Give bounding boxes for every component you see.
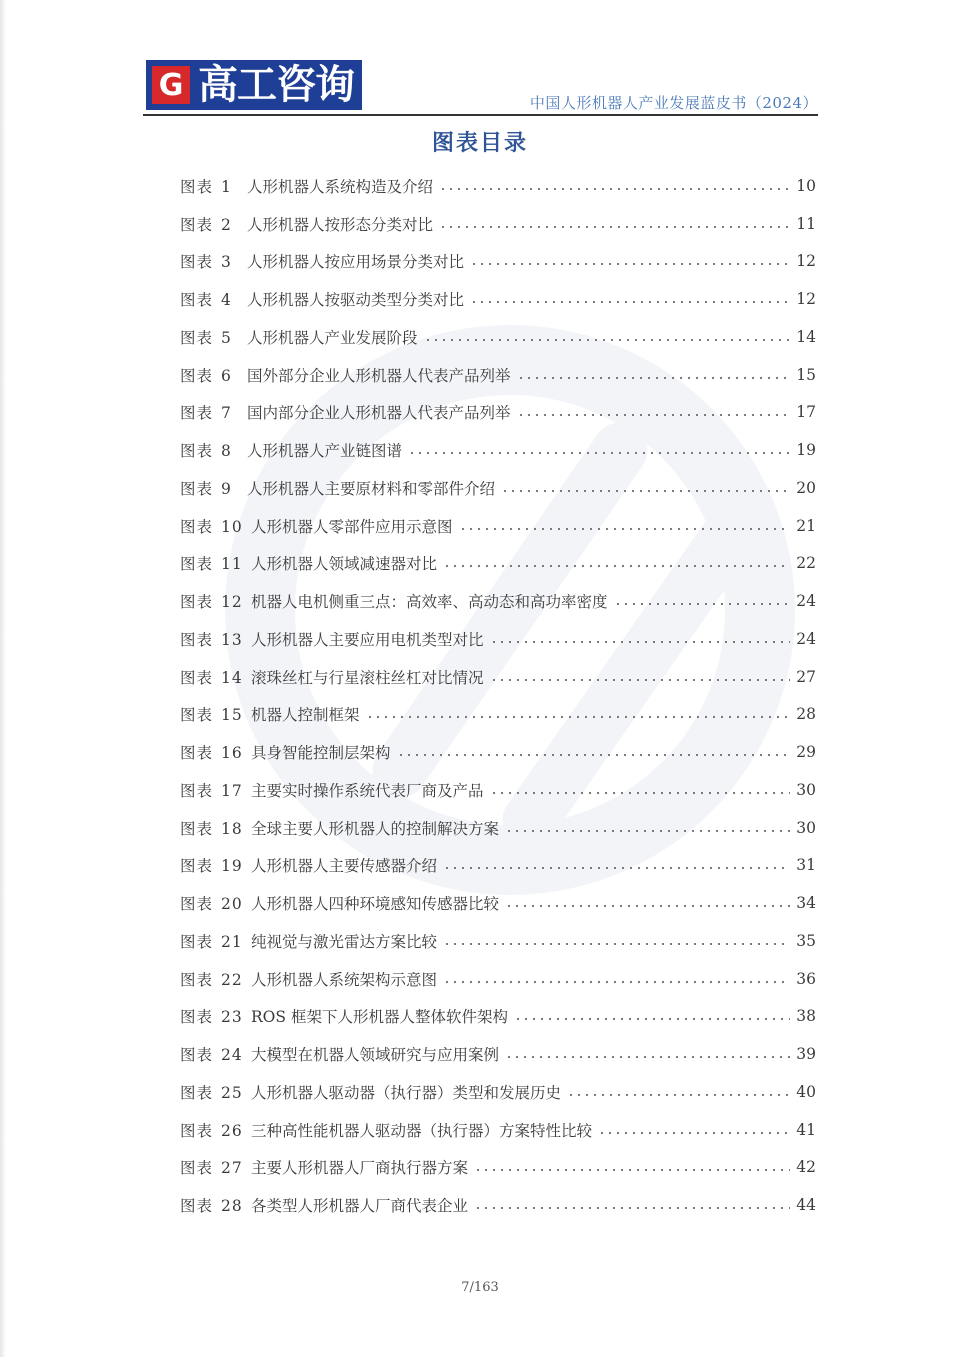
toc-entry-number: 25 — [221, 1083, 243, 1102]
toc-entry-page: 44 — [796, 1196, 816, 1215]
toc-entry-number: 28 — [221, 1197, 243, 1216]
toc-entry-title: 具身智能控制层架构 — [251, 744, 391, 763]
toc-entry-number: 6 — [221, 366, 232, 385]
toc-entry-number: 11 — [221, 555, 243, 574]
toc-entry-label — [180, 401, 235, 423]
toc-entry-title: 滚珠丝杠与行星滚柱丝杠对比情况 — [251, 668, 484, 687]
toc-entry-page: 14 — [796, 327, 816, 346]
toc-entry-leader-dots — [424, 332, 791, 348]
toc-entry-number: 17 — [221, 781, 243, 800]
toc-entry-leader-dots — [474, 1163, 790, 1179]
toc-entry-number: 1 — [221, 177, 232, 196]
toc-entry-number: 7 — [221, 404, 232, 423]
toc-entry-leader-dots — [490, 672, 791, 688]
toc-entry-page: 42 — [796, 1158, 816, 1177]
toc-entry-leader-dots — [474, 1200, 790, 1216]
toc-entry[interactable] — [180, 658, 816, 696]
toc-entry-label — [180, 930, 243, 952]
toc-entry-page: 35 — [796, 931, 816, 950]
toc-entry-title: 人形机器人领域减速器对比 — [251, 555, 438, 574]
toc-entry-page: 17 — [796, 403, 816, 422]
company-logo — [146, 60, 362, 110]
toc-entry-page: 29 — [796, 743, 816, 762]
toc-entry-leader-dots — [505, 823, 790, 839]
toc-entry-number: 14 — [221, 668, 243, 687]
toc-entry-title: 人形机器人驱动器（执行器）类型和发展历史 — [251, 1083, 562, 1102]
toc-entry[interactable] — [180, 1111, 816, 1149]
toc-entry-prefix: 图表 — [180, 328, 214, 347]
toc-entry-title: 机器人控制框架 — [251, 706, 360, 725]
toc-entry-page: 11 — [796, 214, 816, 233]
toc-entry[interactable] — [180, 960, 816, 998]
toc-entry[interactable] — [180, 507, 816, 545]
toc-entry-title: 人形机器人产业发展阶段 — [247, 328, 418, 347]
toc-entry[interactable] — [180, 620, 816, 658]
toc-entry[interactable] — [180, 696, 816, 734]
toc-entry-prefix: 图表 — [180, 630, 214, 649]
toc-entry-prefix: 图表 — [180, 1083, 214, 1102]
toc-entry-number: 19 — [221, 857, 243, 876]
toc-entry-prefix: 图表 — [180, 781, 214, 800]
toc-entry-title: 人形机器人主要传感器介绍 — [251, 857, 438, 876]
toc-entry-title: 人形机器人按形态分类对比 — [247, 215, 434, 234]
toc-entry-page: 12 — [796, 290, 816, 309]
toc-entry-label — [180, 1005, 243, 1027]
toc-entry-leader-dots — [443, 974, 790, 990]
toc-entry-prefix: 图表 — [180, 1197, 214, 1216]
toc-entry-label — [180, 288, 235, 310]
toc-entry-number: 5 — [221, 328, 232, 347]
toc-entry-label — [180, 666, 243, 688]
toc-entry-label — [180, 854, 243, 876]
toc-entry-leader-dots — [439, 181, 790, 197]
toc-entry-title: 纯视觉与激光雷达方案比较 — [251, 932, 438, 951]
toc-entry-number: 3 — [221, 253, 232, 272]
toc-entry-label — [180, 1119, 243, 1141]
toc-entry[interactable] — [180, 847, 816, 885]
toc-entry-title: 国内部分企业人形机器人代表产品列举 — [247, 404, 511, 423]
toc-entry-page: 30 — [796, 818, 816, 837]
toc-entry[interactable] — [180, 884, 816, 922]
toc-entry-number: 18 — [221, 819, 243, 838]
toc-entry-leader-dots — [439, 219, 790, 235]
toc-entry-title: 人形机器人产业链图谱 — [247, 442, 403, 461]
toc-entry-label — [180, 1194, 243, 1216]
toc-entry-prefix: 图表 — [180, 668, 214, 687]
toc-entry-page: 31 — [796, 856, 816, 875]
header-divider — [143, 114, 818, 116]
toc-entry-label — [180, 741, 243, 763]
toc-entry-label — [180, 1156, 243, 1178]
toc-entry-prefix: 图表 — [180, 706, 214, 725]
logo-g-mark: G — [152, 66, 190, 104]
toc-entry-title: 人形机器人按应用场景分类对比 — [247, 253, 465, 272]
toc-entry-number: 26 — [221, 1121, 243, 1140]
toc-entry-prefix: 图表 — [180, 404, 214, 423]
toc-entry-prefix: 图表 — [180, 517, 214, 536]
toc-entry-prefix: 图表 — [180, 1046, 214, 1065]
toc-entry-number: 12 — [221, 593, 243, 612]
toc-entry-title: 国外部分企业人形机器人代表产品列举 — [247, 366, 511, 385]
toc-entry-leader-dots — [514, 1012, 790, 1028]
logo-text: 高工咨询 — [198, 62, 354, 108]
toc-entry[interactable] — [180, 1186, 816, 1224]
toc-entry[interactable] — [180, 318, 816, 356]
toc-entry-leader-dots — [443, 861, 790, 877]
toc-entry-page: 24 — [796, 629, 816, 648]
toc-entry-title: 机器人电机侧重三点：高效率、高动态和高功率密度 — [251, 593, 608, 612]
toc-entry-leader-dots — [598, 1125, 790, 1141]
table-of-figures — [180, 167, 816, 1224]
toc-entry[interactable] — [180, 922, 816, 960]
toc-entry-leader-dots — [517, 370, 791, 386]
toc-entry-page: 24 — [796, 592, 816, 611]
toc-entry-title: 人形机器人主要应用电机类型对比 — [251, 630, 484, 649]
toc-entry-number: 2 — [221, 215, 232, 234]
page-edge-shadow — [0, 0, 6, 1357]
toc-entry-prefix: 图表 — [180, 1159, 214, 1178]
toc-entry-leader-dots — [505, 1049, 790, 1065]
toc-entry[interactable] — [180, 205, 816, 243]
toc-entry-page: 38 — [796, 1007, 816, 1026]
toc-entry-title: ROS 框架下人形机器人整体软件架构 — [251, 1008, 508, 1027]
toc-entry-number: 24 — [221, 1046, 243, 1065]
toc-entry-leader-dots — [567, 1087, 790, 1103]
toc-entry-page: 22 — [796, 554, 816, 573]
toc-entry-leader-dots — [614, 596, 791, 612]
toc-entry-page: 40 — [796, 1082, 816, 1101]
toc-entry-number: 21 — [221, 932, 243, 951]
toc-entry-title: 主要人形机器人厂商执行器方案 — [251, 1159, 469, 1178]
toc-entry-prefix: 图表 — [180, 895, 214, 914]
toc-entry-leader-dots — [501, 483, 790, 499]
toc-entry[interactable] — [180, 998, 816, 1036]
toc-entry-label — [180, 590, 243, 612]
toc-entry-prefix: 图表 — [180, 744, 214, 763]
toc-entry-leader-dots — [470, 257, 790, 273]
page-title: 图表目录 — [431, 131, 528, 156]
toc-entry-label — [180, 439, 235, 461]
toc-entry[interactable] — [180, 809, 816, 847]
toc-entry-number: 10 — [221, 517, 243, 536]
page-number: 7/163 — [461, 1280, 499, 1295]
toc-entry-prefix: 图表 — [180, 291, 214, 310]
toc-entry[interactable] — [180, 1073, 816, 1111]
toc-entry-prefix: 图表 — [180, 442, 214, 461]
toc-entry-prefix: 图表 — [180, 1008, 214, 1027]
toc-entry-prefix: 图表 — [180, 555, 214, 574]
toc-entry-page: 36 — [796, 969, 816, 988]
toc-entry-leader-dots — [443, 559, 790, 575]
toc-entry-page: 27 — [796, 667, 816, 686]
toc-entry-prefix: 图表 — [180, 1121, 214, 1140]
toc-entry[interactable] — [180, 243, 816, 281]
toc-entry-prefix: 图表 — [180, 970, 214, 989]
toc-entry-number: 16 — [221, 744, 243, 763]
toc-entry-label — [180, 213, 235, 235]
toc-entry-prefix: 图表 — [180, 253, 214, 272]
toc-entry[interactable] — [180, 545, 816, 583]
toc-entry-label — [180, 477, 235, 499]
toc-entry-number: 8 — [221, 442, 232, 461]
toc-entry-title: 人形机器人四种环境感知传感器比较 — [251, 895, 500, 914]
toc-entry-title: 大模型在机器人领域研究与应用案例 — [251, 1046, 500, 1065]
toc-entry-leader-dots — [459, 521, 791, 537]
toc-entry-page: 20 — [796, 478, 816, 497]
toc-entry-prefix: 图表 — [180, 215, 214, 234]
toc-entry-title: 主要实时操作系统代表厂商及产品 — [251, 781, 484, 800]
toc-entry-page: 34 — [796, 894, 816, 913]
toc-entry-prefix: 图表 — [180, 857, 214, 876]
toc-entry-number: 23 — [221, 1008, 243, 1027]
toc-entry-label — [180, 552, 243, 574]
toc-entry-page: 15 — [796, 365, 816, 384]
toc-entry-prefix: 图表 — [180, 479, 214, 498]
toc-entry-number: 27 — [221, 1159, 243, 1178]
toc-entry-number: 4 — [221, 291, 232, 310]
toc-entry-prefix: 图表 — [180, 177, 214, 196]
toc-entry-number: 13 — [221, 630, 243, 649]
toc-entry-label — [180, 250, 235, 272]
toc-entry[interactable] — [180, 356, 816, 394]
toc-entry-label — [180, 515, 243, 537]
toc-entry[interactable] — [180, 733, 816, 771]
toc-entry-number: 9 — [221, 479, 232, 498]
toc-entry-page: 28 — [796, 705, 816, 724]
toc-entry-title: 人形机器人零部件应用示意图 — [251, 517, 453, 536]
toc-entry-page: 41 — [796, 1120, 816, 1139]
toc-entry[interactable] — [180, 1035, 816, 1073]
toc-entry[interactable] — [180, 280, 816, 318]
toc-entry-prefix: 图表 — [180, 932, 214, 951]
toc-entry[interactable] — [180, 167, 816, 205]
toc-entry-page: 10 — [796, 176, 816, 195]
toc-entry-title: 人形机器人系统架构示意图 — [251, 970, 438, 989]
toc-entry-title: 各类型人形机器人厂商代表企业 — [251, 1197, 469, 1216]
toc-entry-label — [180, 628, 243, 650]
toc-entry-label — [180, 1043, 243, 1065]
report-title: 中国人形机器人产业发展蓝皮书（2024） — [529, 94, 818, 112]
toc-entry-number: 22 — [221, 970, 243, 989]
toc-entry-page: 39 — [796, 1045, 816, 1064]
toc-entry-title: 三种高性能机器人驱动器（执行器）方案特性比较 — [251, 1121, 593, 1140]
toc-entry-page: 19 — [796, 441, 816, 460]
toc-entry-leader-dots — [505, 898, 790, 914]
toc-entry-prefix: 图表 — [180, 819, 214, 838]
toc-entry-leader-dots — [408, 445, 790, 461]
toc-entry-leader-dots — [490, 785, 791, 801]
toc-entry-leader-dots — [490, 634, 791, 650]
toc-entry-label — [180, 175, 235, 197]
toc-entry-number: 20 — [221, 895, 243, 914]
toc-entry[interactable] — [180, 394, 816, 432]
toc-entry-page: 30 — [796, 780, 816, 799]
toc-entry[interactable] — [180, 469, 816, 507]
toc-entry-leader-dots — [470, 294, 790, 310]
toc-entry-leader-dots — [397, 747, 791, 763]
toc-entry-label — [180, 817, 243, 839]
toc-entry-leader-dots — [366, 710, 791, 726]
toc-entry[interactable] — [180, 431, 816, 469]
toc-entry-title: 人形机器人按驱动类型分类对比 — [247, 291, 465, 310]
toc-entry-label — [180, 326, 235, 348]
toc-entry-number: 15 — [221, 706, 243, 725]
toc-entry-title: 人形机器人主要原材料和零部件介绍 — [247, 479, 496, 498]
toc-entry-label — [180, 968, 243, 990]
toc-entry-title: 人形机器人系统构造及介绍 — [247, 177, 434, 196]
toc-entry-prefix: 图表 — [180, 593, 214, 612]
toc-entry[interactable] — [180, 582, 816, 620]
toc-entry[interactable] — [180, 1149, 816, 1187]
toc-entry-page: 21 — [796, 516, 816, 535]
toc-entry-page: 12 — [796, 252, 816, 271]
toc-entry-label — [180, 364, 235, 386]
toc-entry-leader-dots — [443, 936, 790, 952]
toc-entry-prefix: 图表 — [180, 366, 214, 385]
toc-entry-label — [180, 1081, 243, 1103]
toc-entry-label — [180, 703, 243, 725]
toc-entry[interactable] — [180, 771, 816, 809]
toc-entry-leader-dots — [517, 408, 791, 424]
toc-entry-label — [180, 892, 243, 914]
toc-entry-label — [180, 779, 243, 801]
toc-entry-title: 全球主要人形机器人的控制解决方案 — [251, 819, 500, 838]
